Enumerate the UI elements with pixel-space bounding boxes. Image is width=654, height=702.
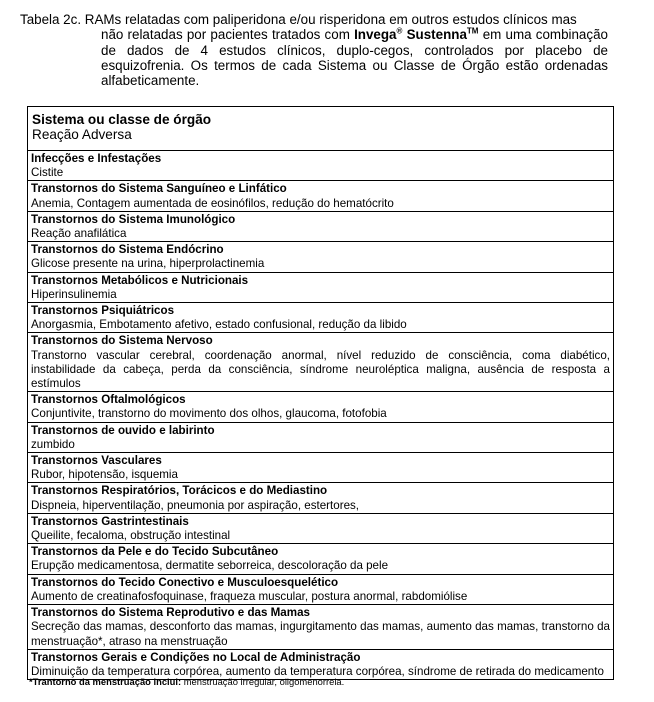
caption-line1-text: RAMs relatadas com paliperidona e/ou risperidona em outros estudos clínicos mas: [84, 12, 577, 27]
table-row: [28, 181, 613, 211]
table-row: [28, 333, 613, 392]
row-category: Transtornos Respiratórios, Torácicos e do Mediastino: [31, 484, 328, 498]
table-row: [28, 483, 613, 513]
row-reactions: Anemia, Contagem aumentada de eosinófilos, redução do hematócrito: [31, 196, 394, 210]
table-row: [28, 151, 613, 181]
row-reactions: Queilite, fecaloma, obstrução intestinal: [31, 529, 231, 543]
row-category: Transtornos de ouvido e labirinto: [31, 423, 215, 437]
row-category: Transtornos Gastrintestinais: [31, 514, 189, 528]
row-reactions: Erupção medicamentosa, dermatite seborreica, descoloração da pele: [31, 559, 389, 573]
table-row: [28, 392, 613, 422]
caption-line-1: [20, 12, 608, 27]
row-reactions: Glicose presente na urina, hiperprolactinemia: [31, 257, 265, 271]
row-category: Infecções e Infestações: [31, 152, 162, 165]
row-category: Transtornos do Sistema Endócrino: [31, 243, 224, 257]
header-title: Sistema ou classe de órgão: [32, 112, 212, 127]
caption-brand: Invega® Sustenna™: [354, 26, 479, 43]
row-reactions: Diminuição da temperatura corpórea, aumento da temperatura corpórea, síndrome de retirada do medicamento: [31, 664, 604, 678]
table-row: [28, 303, 613, 333]
table-row: [28, 514, 613, 544]
row-reactions: zumbido: [31, 437, 75, 451]
row-category: Transtornos do Sistema Sanguíneo e Linfático: [31, 182, 287, 196]
row-category: Transtornos da Pele e do Tecido Subcutâneo: [31, 545, 279, 559]
table-row: [28, 212, 613, 242]
row-reactions: Aumento de creatinafosfoquinase, fraqueza muscular, postura anormal, rabdomiólise: [31, 589, 468, 603]
footnote: [29, 676, 344, 687]
table-body: [28, 151, 613, 679]
table-row: [28, 273, 613, 303]
row-reactions: Dispneia, hiperventilação, pneumonia por aspiração, estertores,: [31, 498, 360, 512]
row-reactions: Secreção das mamas, desconforto das mamas, ingurgitamento das mamas, aumento das mamas, transtorno da menstruação*, atraso na menstruação: [31, 620, 610, 648]
table-row: [28, 575, 613, 605]
row-reactions: Reação anafilática: [31, 227, 127, 241]
row-reactions: Cistite: [31, 166, 64, 180]
caption-part-b: em uma combinação de dados de 4 estudos clínicos, duplo-cegos, controlados por placebo de esquizofrenia. Os termos de cada Sistema ou Classe de Órgão estão ordenadas alfabeticamente.: [101, 27, 608, 89]
row-category: Transtornos Metabólicos e Nutricionais: [31, 273, 249, 287]
caption-continuation: [20, 27, 608, 88]
table-header: [28, 107, 613, 151]
row-reactions: Hiperinsulinemia: [31, 287, 117, 301]
row-category: Transtornos Vasculares: [31, 454, 162, 468]
row-category: Transtornos Oftalmológicos: [31, 393, 186, 407]
row-category: Transtornos do Sistema Imunológico: [31, 212, 236, 226]
table-row: [28, 650, 613, 679]
row-reactions: Rubor, hipotensão, isquemia: [31, 468, 178, 482]
caption-part-a: não relatadas por pacientes tratados com: [101, 27, 350, 43]
table-row: [28, 605, 613, 650]
row-reactions: Transtorno vascular cerebral, coordenação anormal, nível reduzido de consciência, coma diabético, instabilidade da cabeça, perda da consciência, síndrome neuroléptica maligna, ausência de resposta a estímulos: [31, 348, 610, 391]
row-category: Transtornos do Sistema Reprodutivo e das Mamas: [31, 606, 310, 620]
footnote-text: menstruação irregular, oligomenorreia.: [181, 676, 345, 687]
caption-label: Tabela 2c.: [20, 12, 82, 27]
adverse-reactions-table: [27, 106, 614, 680]
footnote-bold: *Trantorno da menstruação inclui:: [29, 676, 182, 687]
row-reactions: Conjuntivite, transtorno do movimento dos olhos, glaucoma, fotofobia: [31, 407, 387, 421]
row-category: Transtornos do Tecido Conectivo e Musculoesquelético: [31, 575, 339, 589]
row-reactions: Anorgasmia, Embotamento afetivo, estado confusional, redução da libido: [31, 318, 407, 332]
table-caption: [20, 12, 608, 88]
header-subtitle: Reação Adversa: [32, 127, 132, 142]
row-category: Transtornos Psiquiátricos: [31, 304, 175, 318]
row-category: Transtornos do Sistema Nervoso: [31, 334, 213, 348]
table-row: [28, 242, 613, 272]
table-row: [28, 453, 613, 483]
row-category: Transtornos Gerais e Condições no Local de Administração: [31, 650, 361, 664]
table-row: [28, 423, 613, 453]
table-row: [28, 544, 613, 574]
